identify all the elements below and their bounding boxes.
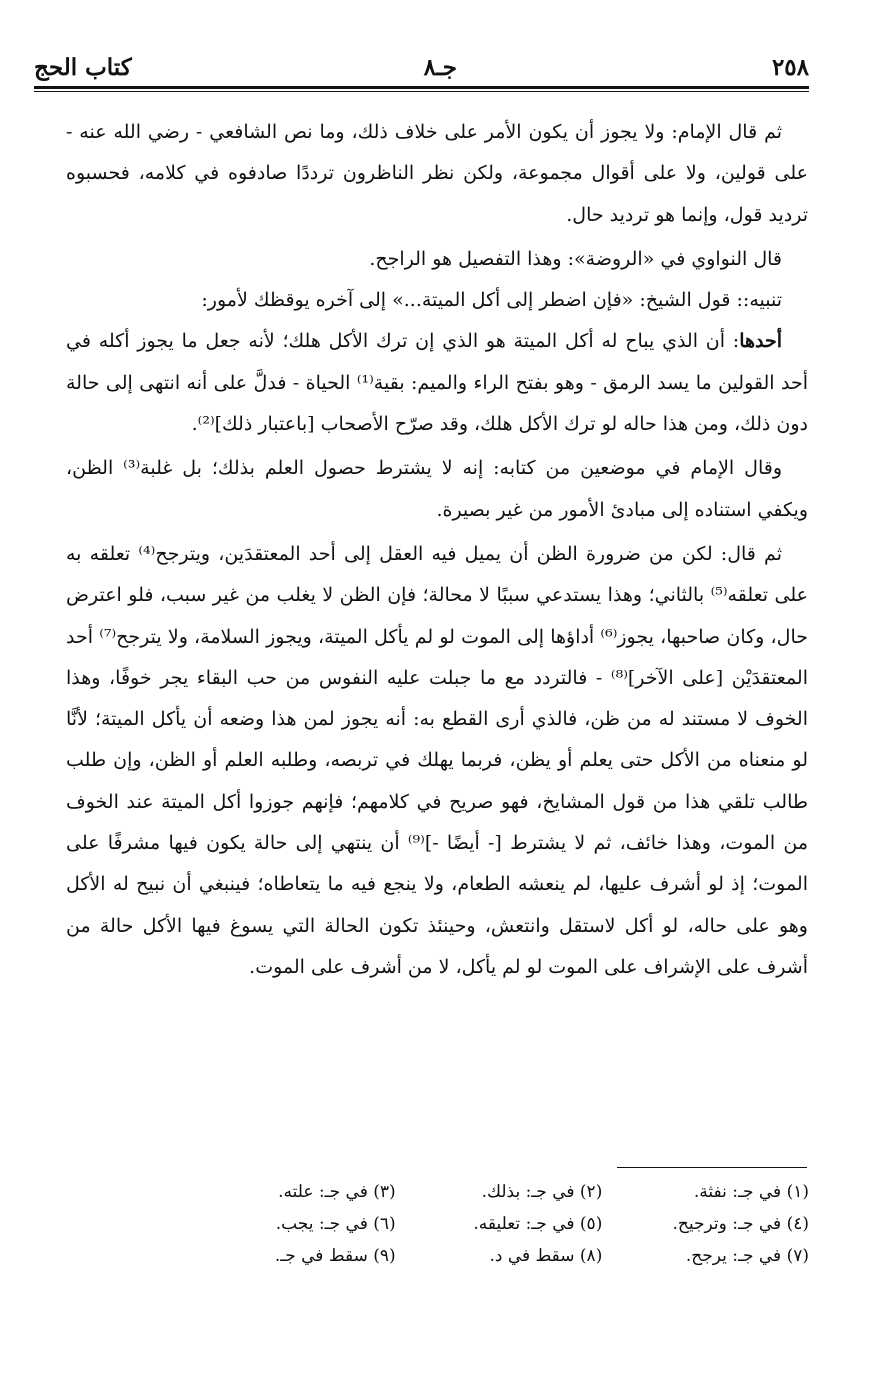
- paragraph: [66, 448, 808, 531]
- paragraph: [66, 112, 808, 236]
- header-rule-thin: [34, 91, 809, 92]
- footnote-divider: [617, 1167, 807, 1168]
- paragraph-text: قال النواوي في «الروضة»: وهذا التفصيل هو الراجح.: [369, 247, 782, 270]
- footnote-text: سقط في جـ.: [274, 1246, 368, 1266]
- footnote: [602, 1240, 809, 1272]
- footnote-text: في جـ: يرجح.: [685, 1246, 782, 1266]
- book-title: كتاب الحج: [34, 54, 132, 81]
- footnote-number: (٧): [786, 1246, 809, 1266]
- footnote-text: في جـ: بذلك.: [481, 1182, 575, 1202]
- paragraph: [66, 321, 808, 445]
- footnote-number: (١): [786, 1182, 809, 1202]
- footnote: [189, 1208, 396, 1240]
- footnote: [396, 1176, 603, 1208]
- footnote: [189, 1176, 396, 1208]
- paragraph: [66, 534, 808, 988]
- footnote-text: في جـ: يجب.: [275, 1214, 368, 1234]
- footnote-text: في جـ: تعليقه.: [473, 1214, 575, 1234]
- footnote: [396, 1208, 603, 1240]
- paragraph-lead: أحدها: [739, 330, 782, 353]
- footnote: [189, 1240, 396, 1272]
- footnote: [602, 1176, 809, 1208]
- footnote: [396, 1240, 603, 1272]
- page-number: ٢٥٨: [771, 54, 809, 81]
- paragraph-text: تنبيه:: قول الشيخ: «فإن اضطر إلى أكل الميتة...» إلى آخره يوقظك لأمور:: [201, 289, 782, 312]
- footnote-row: [189, 1240, 809, 1272]
- main-text: [66, 112, 808, 988]
- footnote-text: سقط في د.: [489, 1246, 575, 1266]
- paragraph-text: وقال الإمام في موضعين من كتابه: إنه لا يشترط حصول العلم بذلك؛ بل غلبة⁽³⁾ الظن، ويكفي استناده إلى مبادئ الأمور من غير بصيرة.: [66, 457, 808, 521]
- footnote-number: (٤): [786, 1214, 809, 1234]
- paragraph: [66, 280, 808, 321]
- footnote-row: [189, 1208, 809, 1240]
- paragraph: [66, 239, 808, 280]
- footnote-number: (٩): [373, 1246, 396, 1266]
- footnote-text: في جـ: وترجيح.: [672, 1214, 782, 1234]
- footnote-number: (٥): [579, 1214, 603, 1234]
- footnote-text: في جـ: علته.: [278, 1182, 368, 1202]
- paragraph-text: ثم قال الإمام: ولا يجوز أن يكون الأمر على خلاف ذلك، وما نص الشافعي - رضي الله عنه - على قولين، ولا على أقوال مجموعة، ولكن نظر الناظرون ترددًا صادفوه في كلامه، فحسبوه ترديد قول، وإنما هو ترديد حال.: [66, 121, 808, 226]
- paragraph-text: ثم قال: لكن من ضرورة الظن أن يميل فيه العقل إلى أحد المعتقدَين، ويترجح⁽⁴⁾ تعلقه به على تعلقه⁽⁵⁾ بالثاني؛ وهذا يستدعي سببًا لا محالة؛ فإن الظن لا يغلب من غير سبب، فلو اعترض حال، وكان صاحبها، يجوز⁽⁶⁾ أداؤها إلى الموت لو لم يأكل الميتة، ويجوز السلامة، ولا يترجح⁽⁷⁾ أحد المعتقدَيْن [على الآخر]⁽⁸⁾ - فالتردد مع ما جبلت عليه النفوس من حب البقاء يجر خوفًا، وهذا الخوف لا مستند له من ظن، فالذي أرى القطع به: أنه يجوز لمن هذا وضعه أن يأكل الميتة؛ لأنَّا لو منعناه من الأكل حتى يعلم أو يظن، فربما يهلك في تربصه، وطلبه العلم أو الظن، وإن طلب طالب تلقي هذا من قول المشايخ، فهو صريح في كلامهم؛ فإنهم جوزوا أكل الميتة عند الخوف من الموت، وهذا خائف، ثم لا يشترط [- أيضًا -]⁽⁹⁾ أن ينتهي إلى حالة يكون فيها مشرفًا على الموت؛ إذ لو أشرف عليها، لم ينعشه الطعام، ولا ينجع فيه ما يتعاطاه؛ فينبغي أن نبيح له الأكل وهو على حاله، لو أكل لاستقل وانتعش، وحينئذ تكون الحالة التي يسوغ فيها الأكل حالة من أشرف على الإشراف على الموت لو لم يأكل، لا من أشرف على الموت.: [66, 542, 809, 978]
- volume-label: جـ٨: [423, 54, 457, 81]
- footnote-text: في جـ: نفثة.: [693, 1182, 782, 1202]
- paragraph-text: : أن الذي يباح له أكل الميتة هو الذي إن ترك الأكل هلك؛ لأنه جعل ما يجوز أكله في أحد القولين ما يسد الرمق - وهو بفتح الراء والميم: بقية⁽¹⁾ الحياة - فدلَّ على أنه انتهى إلى حالة دون ذلك، ومن هذا حاله لو ترك الأكل هلك، وقد صرّح الأصحاب [باعتبار ذلك]⁽²⁾.: [66, 330, 808, 436]
- header-rule-thick: [34, 86, 809, 89]
- footnote-number: (٣): [373, 1182, 396, 1202]
- footnote: [602, 1208, 809, 1240]
- footnote-number: (٢): [579, 1182, 603, 1202]
- footnote-row: [189, 1176, 809, 1208]
- footnote-number: (٦): [373, 1214, 396, 1234]
- footnote-number: (٨): [579, 1246, 603, 1266]
- footnotes: [189, 1176, 809, 1272]
